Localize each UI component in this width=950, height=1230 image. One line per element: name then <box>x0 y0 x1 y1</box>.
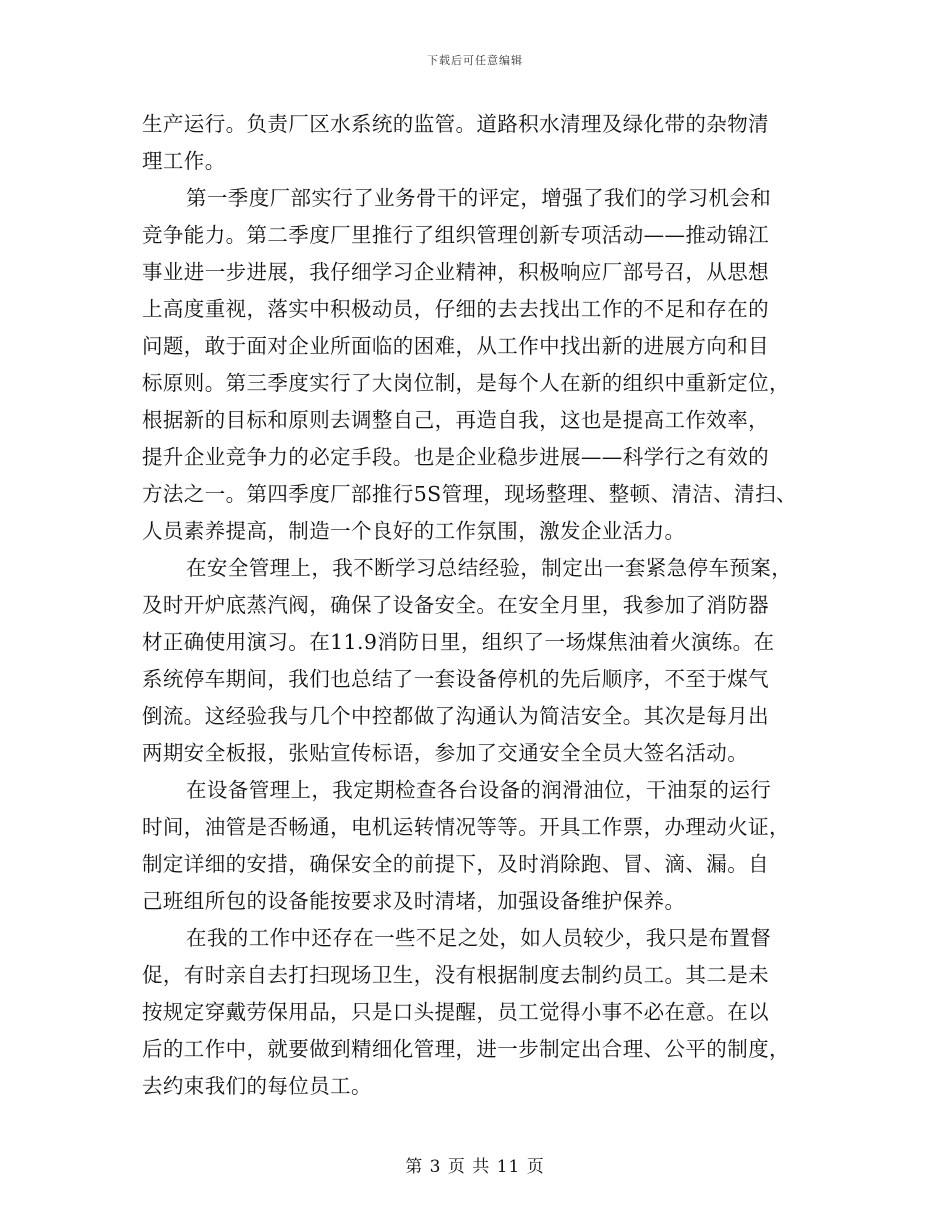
text-line: 及时开炉底蒸汽阀，确保了设备安全。在安全月里，我参加了消防器 <box>142 593 769 617</box>
text-line: 事业进一步进展，我仔细学习企业精神，积极响应厂部号召，从思想 <box>142 260 769 284</box>
text-line: 问题，敢于面对企业所面临的困难，从工作中找出新的进展方向和目 <box>142 334 769 358</box>
text-line: 时间，油管是否畅通，电机运转情况等等。开具工作票，办理动火证， <box>142 815 790 839</box>
text-line: 理工作。 <box>142 149 226 173</box>
text-line: 去约束我们的每位员工。 <box>142 1074 372 1098</box>
text-line: 后的工作中，就要做到精细化管理，进一步制定出合理、公平的制度， <box>142 1037 790 1061</box>
page-number: 第 3 页 共 11 页 <box>405 1157 545 1177</box>
text-line: 制定详细的安措，确保安全的前提下，及时消除跑、冒、滴、漏。自 <box>142 852 769 876</box>
paragraph-start-line: 在安全管理上，我不断学习总结经验，制定出一套紧急停车预案， <box>186 556 793 580</box>
text-line: 促，有时亲自去打扫现场卫生，没有根据制度去制约员工。其二是未 <box>142 963 769 987</box>
document-body <box>142 106 810 1105</box>
paragraph-start-line: 第一季度厂部实行了业务骨干的评定，增强了我们的学习机会和 <box>186 186 772 210</box>
text-line: 两期安全板报，张贴宣传标语，参加了交通安全全员大签名活动。 <box>142 741 749 765</box>
text-line: 人员素养提高，制造一个良好的工作氛围，激发企业活力。 <box>142 519 686 543</box>
text-line: 按规定穿戴劳保用品，只是口头提醒，员工觉得小事不必在意。在以 <box>142 1000 769 1024</box>
text-line: 提升企业竞争力的必定手段。也是企业稳步进展——科学行之有效的 <box>142 445 769 469</box>
text-line: 方法之一。第四季度厂部推行5S管理，现场整理、整顿、清洁、清扫、 <box>142 482 797 506</box>
text-line: 倒流。这经验我与几个中控都做了沟通认为简洁安全。其次是每月出 <box>142 704 769 728</box>
text-line: 材正确使用演习。在11.9消防日里，组织了一场煤焦油着火演练。在 <box>142 630 775 654</box>
header-note: 下载后可任意编辑 <box>427 54 523 67</box>
text-line: 己班组所包的设备能按要求及时清堵，加强设备维护保养。 <box>142 889 686 913</box>
text-line: 竞争能力。第二季度厂里推行了组织管理创新专项活动——推动锦江 <box>142 223 769 247</box>
paragraph-start-line: 在我的工作中还存在一些不足之处，如人员较少，我只是布置督 <box>186 926 772 950</box>
text-line: 上高度重视，落实中积极动员，仔细的去去找出工作的不足和存在的 <box>142 297 769 321</box>
text-line: 标原则。第三季度实行了大岗位制，是每个人在新的组织中重新定位， <box>142 371 790 395</box>
text-line: 根据新的目标和原则去调整自己，再造自我，这也是提高工作效率， <box>142 408 769 432</box>
text-line: 生产运行。负责厂区水系统的监管。道路积水清理及绿化带的杂物清 <box>142 112 769 136</box>
paragraph-start-line: 在设备管理上，我定期检查各台设备的润滑油位，干油泵的运行 <box>186 778 772 802</box>
text-line: 系统停车期间，我们也总结了一套设备停机的先后顺序，不至于煤气 <box>142 667 769 691</box>
